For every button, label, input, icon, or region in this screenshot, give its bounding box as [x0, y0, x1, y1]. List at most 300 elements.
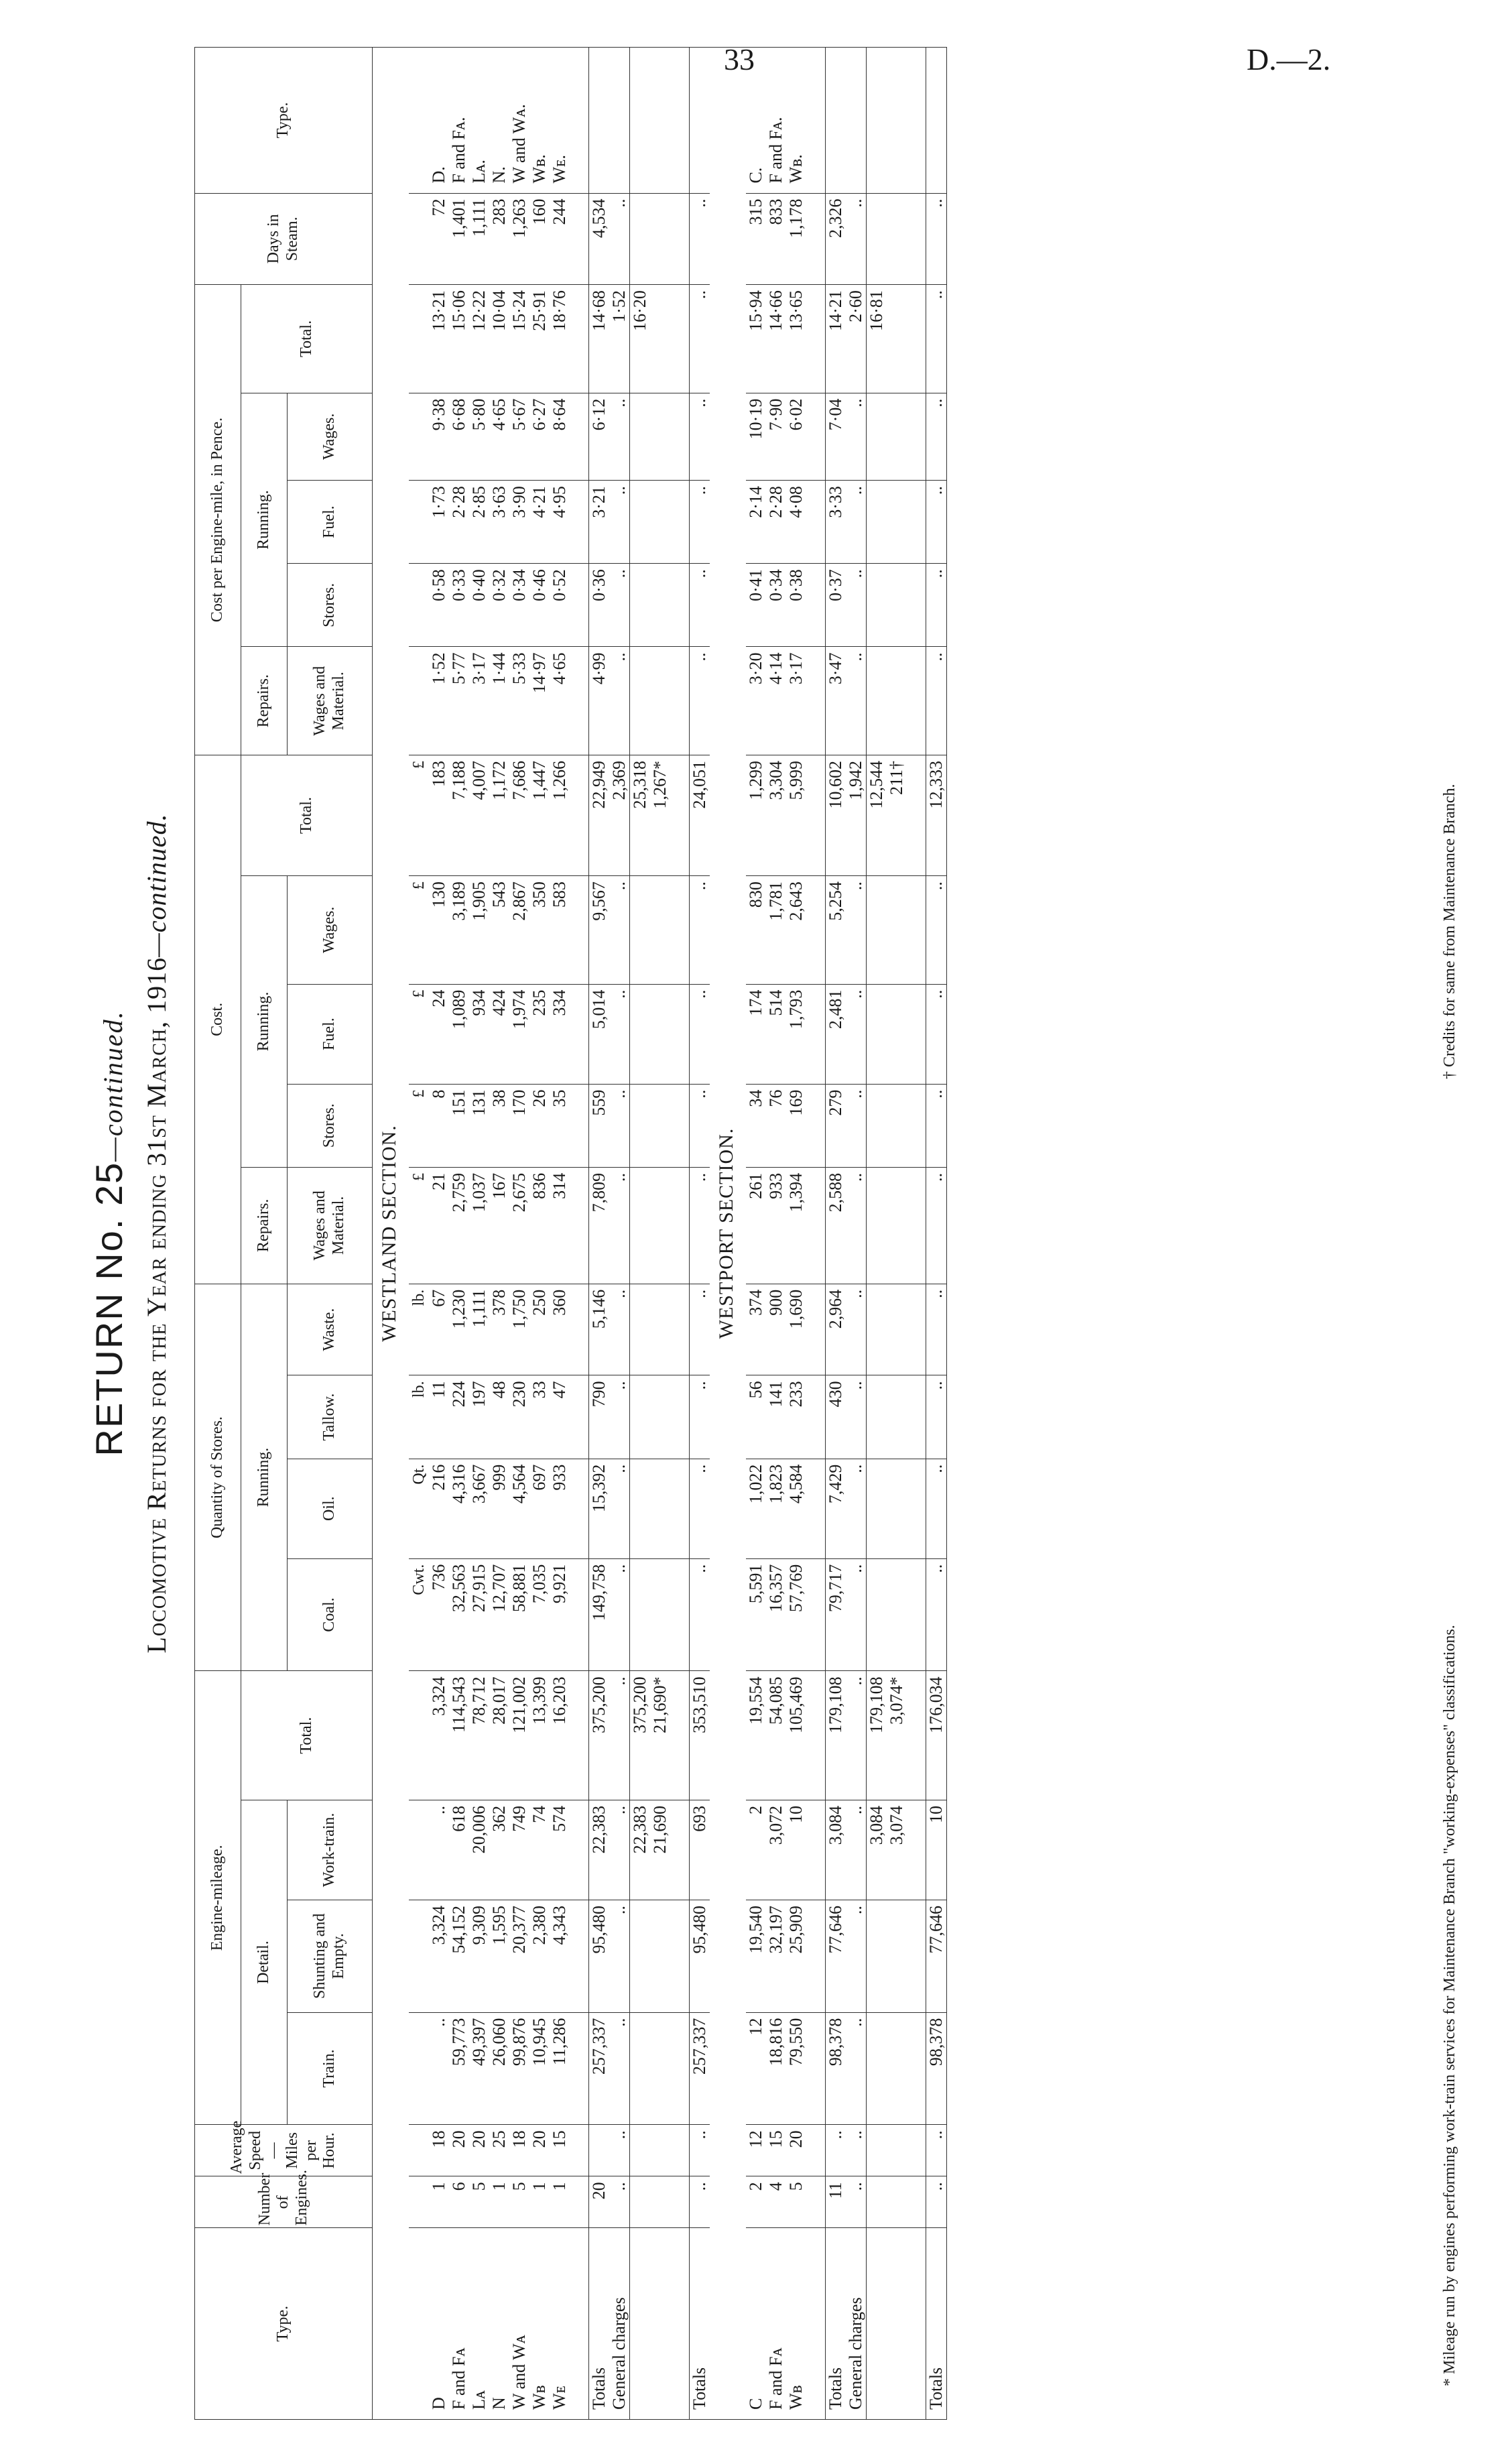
- table-cell: 10,945: [529, 2012, 550, 2125]
- table-cell: [570, 1084, 589, 1167]
- cpm-wages-material-header: Wages and Material.: [288, 647, 373, 755]
- table-cell: 749: [509, 1800, 529, 1900]
- table-cell: [806, 1375, 826, 1459]
- table-cell: ..: [609, 1284, 630, 1375]
- table-cell: [806, 1671, 826, 1800]
- table-cell: 3·63: [489, 481, 509, 564]
- table-cell: 257,337: [589, 2012, 610, 2125]
- table-cell: ..: [609, 193, 630, 285]
- table-cell: 12: [746, 2012, 766, 2125]
- table-cell: [630, 481, 671, 564]
- table-cell: [630, 1900, 671, 2012]
- table-cell: 1·52: [429, 647, 449, 755]
- table-cell: ..: [690, 393, 710, 480]
- table-cell: ..: [926, 393, 947, 480]
- table-cell: Wʙ.: [786, 48, 806, 194]
- table-cell: 49,397: [469, 2012, 489, 2125]
- table-cell: 16,357: [766, 1558, 786, 1671]
- table-cell: 57,769: [786, 1558, 806, 1671]
- table-cell: Lᴀ.: [469, 48, 489, 194]
- table-cell: ..: [846, 2176, 867, 2228]
- table-cell: 1,172: [489, 755, 509, 875]
- table-cell: 697: [529, 1459, 550, 1558]
- table-cell: [867, 2125, 907, 2176]
- table-cell: 5,146: [589, 1284, 610, 1375]
- table-cell: 167: [489, 1167, 509, 1284]
- table-cell: 24: [429, 984, 449, 1084]
- table-cell: [926, 48, 947, 194]
- table-cell: [670, 1284, 690, 1375]
- table-row: [550, 48, 570, 2420]
- table-cell: [907, 2125, 926, 2176]
- table-cell: 1,905: [469, 876, 489, 984]
- table-cell: [570, 1900, 589, 2012]
- table-cell: 95,480: [690, 1900, 710, 2012]
- table-cell: 5·80: [469, 393, 489, 480]
- unit-cell: [409, 48, 429, 194]
- table-cell: 28,017: [489, 1671, 509, 1800]
- table-cell: 5·33: [509, 647, 529, 755]
- table-cell: [630, 393, 671, 480]
- table-cell: 2,964: [826, 1284, 846, 1375]
- footnote-star: * Mileage run by engines performing work-train services for Maintenance Branch "working-expenses" classifications.: [1441, 1625, 1458, 2386]
- table-cell: 10·19: [746, 393, 766, 480]
- table-cell: [806, 1900, 826, 2012]
- table-cell: 12·22: [469, 285, 489, 393]
- table-cell: 19,540: [746, 1900, 766, 2012]
- table-cell: 14·66: [766, 285, 786, 393]
- table-cell: [670, 1800, 690, 1900]
- unit-cell: Qt.: [409, 1459, 429, 1558]
- unit-cell: [409, 1671, 429, 1800]
- table-cell: 360: [550, 1284, 570, 1375]
- table-cell: ..: [926, 193, 947, 285]
- table-cell: [806, 393, 826, 480]
- table-cell: [670, 876, 690, 984]
- table-cell: 20: [529, 2125, 550, 2176]
- table-cell: 7,429: [826, 1459, 846, 1558]
- table-cell: 1,942: [846, 755, 867, 875]
- table-cell: 6·02: [786, 393, 806, 480]
- table-cell: 283: [489, 193, 509, 285]
- table-cell: 0·40: [469, 564, 489, 647]
- table-cell: ..: [609, 1167, 630, 1284]
- table-cell: W and Wᴀ.: [509, 48, 529, 194]
- table-cell: 99,876: [509, 2012, 529, 2125]
- combined-row: [867, 48, 907, 2420]
- table-cell: 3,324: [429, 1900, 449, 2012]
- table-cell: 3,324: [429, 1671, 449, 1800]
- unit-cell: Cwt.: [409, 1558, 429, 1671]
- table-cell: ..: [609, 2125, 630, 2176]
- table-cell: 5,014: [589, 984, 610, 1084]
- unit-cell: lb.: [409, 1284, 429, 1375]
- table-cell: [670, 1375, 690, 1459]
- table-cell: [907, 193, 926, 285]
- table-cell: Wᴇ.: [550, 48, 570, 194]
- table-cell: 11: [826, 2176, 846, 2228]
- spacer-row: [670, 48, 690, 2420]
- table-cell: 25,909: [786, 1900, 806, 2012]
- table-row: [766, 48, 786, 2420]
- table-cell: [670, 481, 690, 564]
- table-cell: [670, 285, 690, 393]
- table-cell: 8·64: [550, 393, 570, 480]
- table-cell: 13,399: [529, 1671, 550, 1800]
- table-cell: 7,809: [589, 1167, 610, 1284]
- table-cell: ..: [846, 876, 867, 984]
- table-cell: 0·41: [746, 564, 766, 647]
- table-cell: 95,480: [589, 1900, 610, 2012]
- table-cell: 3·17: [786, 647, 806, 755]
- table-cell: 314: [550, 1167, 570, 1284]
- unit-cell: [409, 2012, 429, 2125]
- section-label-row: [710, 48, 746, 2420]
- table-cell: C.: [746, 48, 766, 194]
- table-cell: ..: [609, 1084, 630, 1167]
- table-cell: [907, 48, 926, 194]
- table-cell: 1,230: [449, 1284, 469, 1375]
- table-cell: 233: [786, 1375, 806, 1459]
- table-cell: 261: [746, 1167, 766, 1284]
- table-cell: 78,712: [469, 1671, 489, 1800]
- table-cell: 933: [766, 1167, 786, 1284]
- table-cell: Totals: [690, 2228, 710, 2420]
- table-cell: ..: [609, 2176, 630, 2228]
- table-cell: 1,089: [449, 984, 469, 1084]
- return-title: RETURN No. 25—continued.: [88, 1010, 130, 1457]
- table-cell: [907, 1284, 926, 1375]
- table-cell: 836: [529, 1167, 550, 1284]
- quantity-stores-header: Quantity of Stores.: [195, 1284, 241, 1671]
- table-cell: 1,394: [786, 1167, 806, 1284]
- table-cell: ..: [690, 481, 710, 564]
- unit-cell: [409, 647, 429, 755]
- table-cell: ..: [846, 193, 867, 285]
- table-cell: 2,867: [509, 876, 529, 984]
- table-cell: 3·47: [826, 647, 846, 755]
- table-cell: 2,326: [826, 193, 846, 285]
- table-cell: [867, 564, 907, 647]
- table-cell: [670, 984, 690, 1084]
- table-cell: 14·97: [529, 647, 550, 755]
- table-cell: [867, 876, 907, 984]
- cost-per-mile-header: Cost per Engine-mile, in Pence.: [195, 285, 241, 755]
- table-cell: 105,469: [786, 1671, 806, 1800]
- table-cell: [670, 2012, 690, 2125]
- table-cell: 1,111: [469, 193, 489, 285]
- table-cell: F and Fᴀ: [766, 2228, 786, 2420]
- table-cell: 4,343: [550, 1900, 570, 2012]
- table-cell: ..: [846, 984, 867, 1084]
- grand-totals-row: [690, 48, 710, 2420]
- table-cell: 693: [690, 1800, 710, 1900]
- table-cell: 10·04: [489, 285, 509, 393]
- table-cell: 1,401: [449, 193, 469, 285]
- table-cell: 20: [589, 2176, 610, 2228]
- cost-total-header: Total.: [241, 755, 373, 875]
- table-cell: [907, 393, 926, 480]
- table-cell: 0·32: [489, 564, 509, 647]
- units-row: [409, 48, 429, 2420]
- cost-wages-header: Wages.: [288, 876, 373, 984]
- table-cell: 32,197: [766, 1900, 786, 2012]
- spacer-row: [806, 48, 826, 2420]
- table-cell: 2,759: [449, 1167, 469, 1284]
- table-cell: 4·21: [529, 481, 550, 564]
- table-cell: [670, 564, 690, 647]
- table-cell: 3·90: [509, 481, 529, 564]
- table-cell: Wʙ: [529, 2228, 550, 2420]
- table-cell: 2·28: [449, 481, 469, 564]
- table-cell: ..: [609, 2012, 630, 2125]
- table-cell: 54,152: [449, 1900, 469, 2012]
- table-cell: 216: [429, 1459, 449, 1558]
- table-row: [786, 48, 806, 2420]
- table-cell: [806, 1284, 826, 1375]
- oil-header: Oil.: [288, 1459, 373, 1558]
- table-cell: ..: [926, 2176, 947, 2228]
- table-cell: ..: [609, 481, 630, 564]
- table-cell: 3,304: [766, 755, 786, 875]
- table-cell: [806, 48, 826, 194]
- table-cell: 2·60: [846, 285, 867, 393]
- table-cell: 25,318 1,267*: [630, 755, 671, 875]
- table-cell: [907, 1671, 926, 1800]
- unit-cell: [409, 2125, 429, 2176]
- work-train-header: Work-train.: [288, 1800, 373, 1900]
- table-cell: 4·14: [766, 647, 786, 755]
- table-cell: 362: [489, 1800, 509, 1900]
- table-cell: 22,383: [589, 1800, 610, 1900]
- unit-cell: [409, 285, 429, 393]
- table-cell: [570, 1671, 589, 1800]
- table-cell: 0·37: [826, 564, 846, 647]
- days-in-steam-header: Days in Steam.: [195, 193, 373, 285]
- table-cell: 1,111: [469, 1284, 489, 1375]
- table-cell: [630, 193, 671, 285]
- table-row: [489, 48, 509, 2420]
- cost-header: Cost.: [195, 755, 241, 1284]
- table-cell: 58,881: [509, 1558, 529, 1671]
- table-cell: ..: [926, 285, 947, 393]
- table-row: [449, 48, 469, 2420]
- table-cell: Totals: [826, 2228, 846, 2420]
- table-cell: [630, 1084, 671, 1167]
- table-cell: 9,567: [589, 876, 610, 984]
- table-cell: [630, 1167, 671, 1284]
- table-cell: 10: [926, 1800, 947, 1900]
- table-cell: F and Fᴀ.: [449, 48, 469, 194]
- table-cell: 430: [826, 1375, 846, 1459]
- table-cell: [570, 1167, 589, 1284]
- section-label: WESTPORT SECTION.: [710, 48, 746, 2420]
- table-cell: 2·85: [469, 481, 489, 564]
- table-cell: Lᴀ: [469, 2228, 489, 2420]
- table-cell: [570, 393, 589, 480]
- table-cell: [670, 2228, 690, 2420]
- unit-cell: [409, 564, 429, 647]
- table-cell: ..: [690, 285, 710, 393]
- table-cell: [570, 2125, 589, 2176]
- unit-cell: [409, 393, 429, 480]
- table-cell: 790: [589, 1375, 610, 1459]
- table-cell: 179,108: [826, 1671, 846, 1800]
- table-cell: 34: [746, 1084, 766, 1167]
- table-cell: 18,816: [766, 2012, 786, 2125]
- table-cell: [670, 1900, 690, 2012]
- table-cell: C: [746, 2228, 766, 2420]
- table-cell: 1,750: [509, 1284, 529, 1375]
- footnote-dagger: † Credits for same from Maintenance Branch.: [1441, 784, 1458, 1079]
- table-cell: ..: [926, 647, 947, 755]
- table-cell: [806, 1084, 826, 1167]
- table-cell: 1,022: [746, 1459, 766, 1558]
- engine-mileage-header: Engine-mileage.: [195, 1671, 241, 2125]
- table-cell: ..: [926, 984, 947, 1084]
- table-cell: 7,686: [509, 755, 529, 875]
- unit-cell: £: [409, 984, 429, 1084]
- grand-totals-row: [926, 48, 947, 2420]
- table-cell: [806, 984, 826, 1084]
- table-cell: 79,550: [786, 2012, 806, 2125]
- table-cell: F and Fᴀ: [449, 2228, 469, 2420]
- table-cell: 32,563: [449, 1558, 469, 1671]
- table-cell: 15,392: [589, 1459, 610, 1558]
- table-cell: ..: [926, 2125, 947, 2176]
- table-cell: 2,369: [609, 755, 630, 875]
- table-cell: ..: [429, 1800, 449, 1900]
- table-cell: 6·27: [529, 393, 550, 480]
- table-cell: 3,667: [469, 1459, 489, 1558]
- table-cell: 8: [429, 1084, 449, 1167]
- section-label-row: [373, 48, 410, 2420]
- table-cell: [907, 2012, 926, 2125]
- table-cell: 3,189: [449, 876, 469, 984]
- type-header-right: Type.: [195, 48, 373, 194]
- table-cell: [670, 647, 690, 755]
- table-cell: [907, 285, 926, 393]
- table-cell: [806, 876, 826, 984]
- table-cell: [670, 1459, 690, 1558]
- table-cell: 4,316: [449, 1459, 469, 1558]
- table-cell: 1,266: [550, 755, 570, 875]
- table-cell: [670, 755, 690, 875]
- table-cell: 0·34: [509, 564, 529, 647]
- table-cell: [867, 647, 907, 755]
- table-cell: 514: [766, 984, 786, 1084]
- table-cell: 35: [550, 1084, 570, 1167]
- table-cell: 4·65: [550, 647, 570, 755]
- table-cell: [609, 48, 630, 194]
- table-cell: ..: [609, 876, 630, 984]
- table-cell: 1: [429, 2176, 449, 2228]
- table-cell: 0·36: [589, 564, 610, 647]
- rotated-return-table: [74, 40, 1474, 2426]
- table-cell: [570, 564, 589, 647]
- table-cell: ..: [690, 2125, 710, 2176]
- table-cell: 244: [550, 193, 570, 285]
- table-cell: 230: [509, 1375, 529, 1459]
- table-cell: 2: [746, 2176, 766, 2228]
- table-cell: [907, 2176, 926, 2228]
- table-cell: [907, 1084, 926, 1167]
- table-cell: 21: [429, 1167, 449, 1284]
- table-cell: [570, 285, 589, 393]
- table-cell: 257,337: [690, 2012, 710, 2125]
- table-cell: ..: [690, 1375, 710, 1459]
- table-cell: ..: [846, 564, 867, 647]
- table-cell: [867, 48, 907, 194]
- table-cell: [630, 2012, 671, 2125]
- table-cell: ..: [690, 876, 710, 984]
- table-cell: [570, 1800, 589, 1900]
- table-cell: 1,781: [766, 876, 786, 984]
- table-cell: [630, 48, 671, 194]
- table-cell: [630, 2125, 671, 2176]
- general-charges-row: [609, 48, 630, 2420]
- table-cell: ..: [690, 564, 710, 647]
- table-cell: ..: [609, 1375, 630, 1459]
- table-cell: 334: [550, 984, 570, 1084]
- table-cell: 0·52: [550, 564, 570, 647]
- unit-cell: [409, 193, 429, 285]
- table-cell: [867, 2012, 907, 2125]
- table-cell: 618: [449, 1800, 469, 1900]
- table-cell: [630, 876, 671, 984]
- table-cell: 235: [529, 984, 550, 1084]
- table-cell: 830: [746, 876, 766, 984]
- table-cell: 3·20: [746, 647, 766, 755]
- table-cell: 1,690: [786, 1284, 806, 1375]
- table-cell: ..: [609, 1459, 630, 1558]
- table-cell: 1,447: [529, 755, 550, 875]
- table-cell: 3·33: [826, 481, 846, 564]
- cpm-repairs-header: Repairs.: [241, 647, 288, 755]
- table-row: [429, 48, 449, 2420]
- table-cell: 559: [589, 1084, 610, 1167]
- table-cell: [570, 481, 589, 564]
- unit-cell: [409, 1900, 429, 2012]
- table-cell: [867, 1167, 907, 1284]
- table-cell: 1,299: [746, 755, 766, 875]
- coal-header: Coal.: [288, 1558, 373, 1671]
- table-cell: 583: [550, 876, 570, 984]
- table-cell: [907, 2228, 926, 2420]
- table-cell: ..: [690, 1167, 710, 1284]
- table-cell: [670, 1558, 690, 1671]
- table-cell: [570, 48, 589, 194]
- table-cell: W and Wᴀ: [509, 2228, 529, 2420]
- table-cell: Wᴇ: [550, 2228, 570, 2420]
- table-cell: ..: [609, 1671, 630, 1800]
- table-cell: ..: [926, 1084, 947, 1167]
- table-cell: 26,060: [489, 2012, 509, 2125]
- table-cell: 0·38: [786, 564, 806, 647]
- table-cell: [907, 564, 926, 647]
- table-cell: [806, 564, 826, 647]
- table-cell: ..: [690, 1558, 710, 1671]
- table-cell: 77,646: [926, 1900, 947, 2012]
- table-cell: [867, 393, 907, 480]
- table-cell: [867, 481, 907, 564]
- table-cell: ..: [609, 1558, 630, 1671]
- table-cell: 6·12: [589, 393, 610, 480]
- table-cell: 5·67: [509, 393, 529, 480]
- table-cell: 934: [469, 984, 489, 1084]
- table-cell: 900: [766, 1284, 786, 1375]
- table-cell: 48: [489, 1375, 509, 1459]
